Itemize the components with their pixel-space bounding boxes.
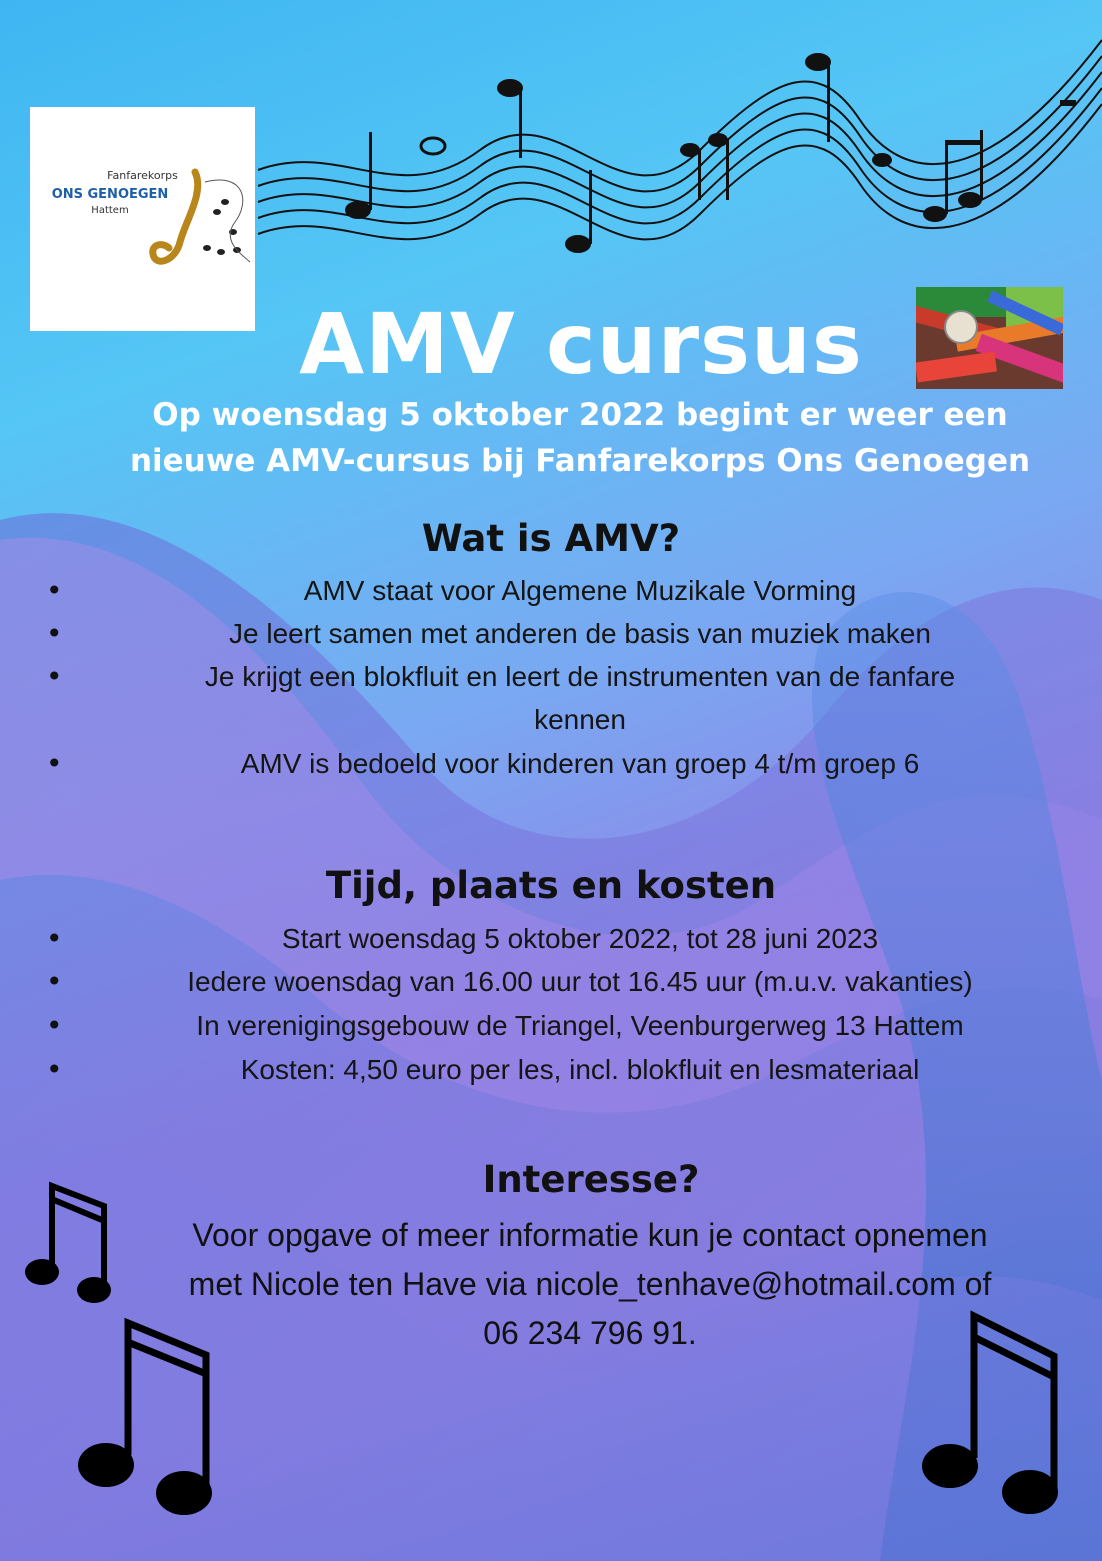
bullet: • (46, 747, 63, 780)
title-text: AMV cursus (299, 295, 863, 393)
bullet: • (46, 1009, 63, 1042)
logo-name: ONS GENOEGEN (51, 187, 169, 202)
contact-line-1: Voor opgave of meer informatie kun je contact opnemen (192, 1217, 988, 1253)
list-item: Kosten: 4,50 euro per les, incl. blokfluit en lesmateriaal (240, 1054, 920, 1085)
list-item: AMV is bedoeld voor kinderen van groep 4 t/m groep 6 (240, 748, 920, 779)
heading-interesse: Interesse? (482, 1158, 700, 1201)
bullet: • (46, 574, 63, 607)
contact-line-3: 06 234 796 91. (483, 1315, 697, 1351)
heading-tijd-plaats-kosten: Tijd, plaats en kosten (325, 864, 777, 907)
list-item-continuation: kennen (534, 704, 626, 735)
bullet: • (46, 922, 63, 955)
music-note-icon (914, 1308, 1074, 1518)
contact-line-2: met Nicole ten Have via nicole_tenhave@hotmail.com of (188, 1266, 992, 1302)
bullet: • (46, 617, 63, 650)
list-item: In verenigingsgebouw de Triangel, Veenburgerweg 13 Hattem (196, 1010, 964, 1041)
intro-line-2: nieuwe AMV-cursus bij Fanfarekorps Ons Genoegen (129, 443, 1031, 479)
music-note-icon (66, 1315, 216, 1515)
list-item: Je krijgt een blokfluit en leert de instrumenten van de fanfare (204, 661, 956, 692)
logo-top-text: Fanfarekorps (107, 169, 178, 182)
intro-line-1: Op woensdag 5 oktober 2022 begint er weer een (152, 397, 1008, 433)
bullet: • (46, 965, 63, 998)
heading-wat-is-amv: Wat is AMV? (421, 517, 681, 560)
bullet: • (46, 660, 63, 693)
logo-city: Hattem (91, 205, 129, 216)
list-item: AMV staat voor Algemene Muzikale Vorming (303, 575, 857, 606)
bullet: • (46, 1053, 63, 1086)
list-item: Je leert samen met anderen de basis van muziek maken (229, 618, 931, 649)
music-note-icon (14, 1178, 114, 1308)
saxophone-icon (125, 162, 255, 272)
list-item: Iedere woensdag van 16.00 uur tot 16.45 uur (m.u.v. vakanties) (187, 966, 973, 997)
instruments-photo (916, 287, 1063, 389)
list-item: Start woensdag 5 oktober 2022, tot 28 juni 2023 (281, 923, 879, 954)
